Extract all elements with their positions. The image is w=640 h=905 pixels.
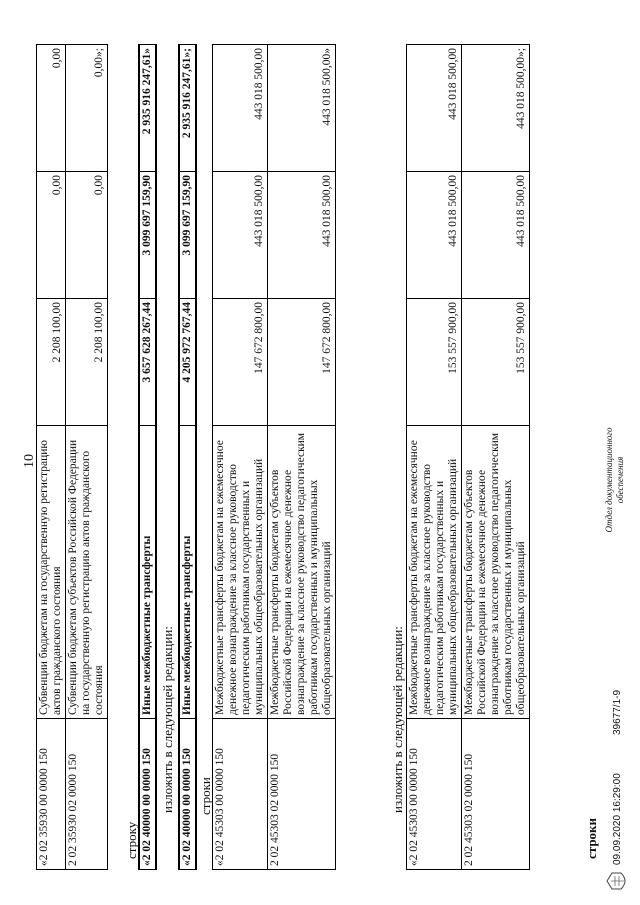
- table-block-2: [138, 48, 157, 870]
- row-value-3: 0,00»;: [66, 45, 108, 172]
- row-value-2: 443 018 500,00: [462, 172, 530, 299]
- row-name: Субвенции бюджетам на государственную регистрацию актов гражданского состояния: [37, 426, 66, 719]
- row-value-1: 2 208 100,00: [66, 299, 108, 426]
- row-value-3: 443 018 500,00»;: [462, 45, 530, 172]
- row-code: «2 02 40000 00 0000 150: [139, 719, 156, 870]
- table-block-3-grid: [178, 44, 197, 870]
- row-value-1: 147 672 800,00: [213, 299, 268, 426]
- row-value-1: 153 557 900,00: [462, 299, 530, 426]
- row-code: 2 02 45303 02 0000 150: [268, 719, 336, 870]
- row-value-1: 2 208 100,00: [37, 299, 66, 426]
- row-value-3: 443 018 500,00»: [268, 45, 336, 172]
- row-value-2: 443 018 500,00: [268, 172, 336, 299]
- row-name: Межбюджетные трансферты бюджетам субъектов Российской Федерации на ежемесячное денежное вознаграждение за классное руководство педагогическим работникам государственных и муниципальных общеобразовательных организаций: [462, 426, 530, 719]
- stamp-line-2: обеспечения: [615, 456, 625, 504]
- page-number: 10: [22, 454, 37, 468]
- row-name: Иные межбюджетные трансферты: [179, 426, 196, 719]
- row-code: «2 02 45303 00 0000 150: [213, 719, 268, 870]
- row-name: Субвенции бюджетам субъектов Российской Федерации на государственную регистрацию актов гражданского состояния: [66, 426, 108, 719]
- table-row: [213, 45, 268, 870]
- table-row: [462, 45, 530, 870]
- row-name: Межбюджетные трансферты бюджетам на ежемесячное денежное вознаграждение за классное руководство педагогическим работникам государственных и муниципальных общеобразовательных организаций: [213, 426, 268, 719]
- table-block-3: [178, 48, 197, 870]
- table-block-1-grid: [36, 44, 108, 870]
- table-row: [139, 45, 156, 870]
- emblem-icon: [606, 871, 635, 891]
- label-stroki: строки: [584, 817, 599, 859]
- row-name: Межбюджетные трансферты бюджетам на ежемесячное денежное вознаграждение за классное руководство педагогическим работникам государственных и муниципальных общеобразовательных организаций: [407, 426, 462, 719]
- row-value-1: 3 657 628 267,44: [139, 299, 156, 426]
- row-value-2: 0,00: [37, 172, 66, 299]
- row-code: «2 02 35930 00 0000 150: [37, 719, 66, 870]
- department-stamp: [604, 415, 626, 545]
- row-value-3: 443 018 500,00: [407, 45, 462, 172]
- row-value-2: 443 018 500,00: [407, 172, 462, 299]
- row-code: «2 02 40000 00 0000 150: [179, 719, 196, 870]
- table-block-5-grid: [406, 44, 530, 870]
- row-value-1: 153 557 900,00: [407, 299, 462, 426]
- row-value-3: 2 935 916 247,61»;: [179, 45, 196, 172]
- table-block-5: [406, 48, 530, 870]
- stamp-line-1: Отдел документационного: [604, 427, 614, 533]
- table-row: [179, 45, 196, 870]
- label-stroku: строку: [124, 821, 139, 859]
- row-code: «2 02 45303 00 0000 150: [407, 719, 462, 870]
- row-value-2: 3 099 697 159,90: [179, 172, 196, 299]
- row-value-3: 0,00: [37, 45, 66, 172]
- table-row: [407, 45, 462, 870]
- row-value-2: 0,00: [66, 172, 108, 299]
- table-row: [66, 45, 108, 870]
- row-code: 2 02 35930 02 0000 150: [66, 719, 108, 870]
- table-row: [268, 45, 336, 870]
- row-code: 2 02 45303 02 0000 150: [462, 719, 530, 870]
- table-block-4: [212, 48, 336, 870]
- row-name: Иные межбюджетные трансферты: [139, 426, 156, 719]
- row-value-3: 2 935 916 247,61»: [139, 45, 156, 172]
- table-block-4-grid: [212, 44, 336, 870]
- row-value-2: 443 018 500,00: [213, 172, 268, 299]
- footer-doc-id: 39677/1-9: [612, 689, 623, 735]
- row-name: Межбюджетные трансферты бюджетам субъектов Российской Федерации на ежемесячное денежное вознаграждение за классное руководство педагогическим работникам государственных и муниципальных общеобразовательных организаций: [268, 426, 336, 719]
- table-block-2-grid: [138, 44, 157, 870]
- row-value-1: 147 672 800,00: [268, 299, 336, 426]
- label-stroki: строки: [198, 777, 213, 815]
- table-row: [37, 45, 66, 870]
- table-block-1: [36, 48, 108, 870]
- label-edition: изложить в следующей редакции:: [390, 626, 405, 813]
- row-value-1: 4 205 972 767,44: [179, 299, 196, 426]
- row-value-3: 443 018 500,00: [213, 45, 268, 172]
- footer-datetime: 09.09.2020 16:29:00: [612, 773, 623, 865]
- row-value-2: 3 099 697 159,90: [139, 172, 156, 299]
- label-edition: изложить в следующей редакции:: [160, 626, 175, 813]
